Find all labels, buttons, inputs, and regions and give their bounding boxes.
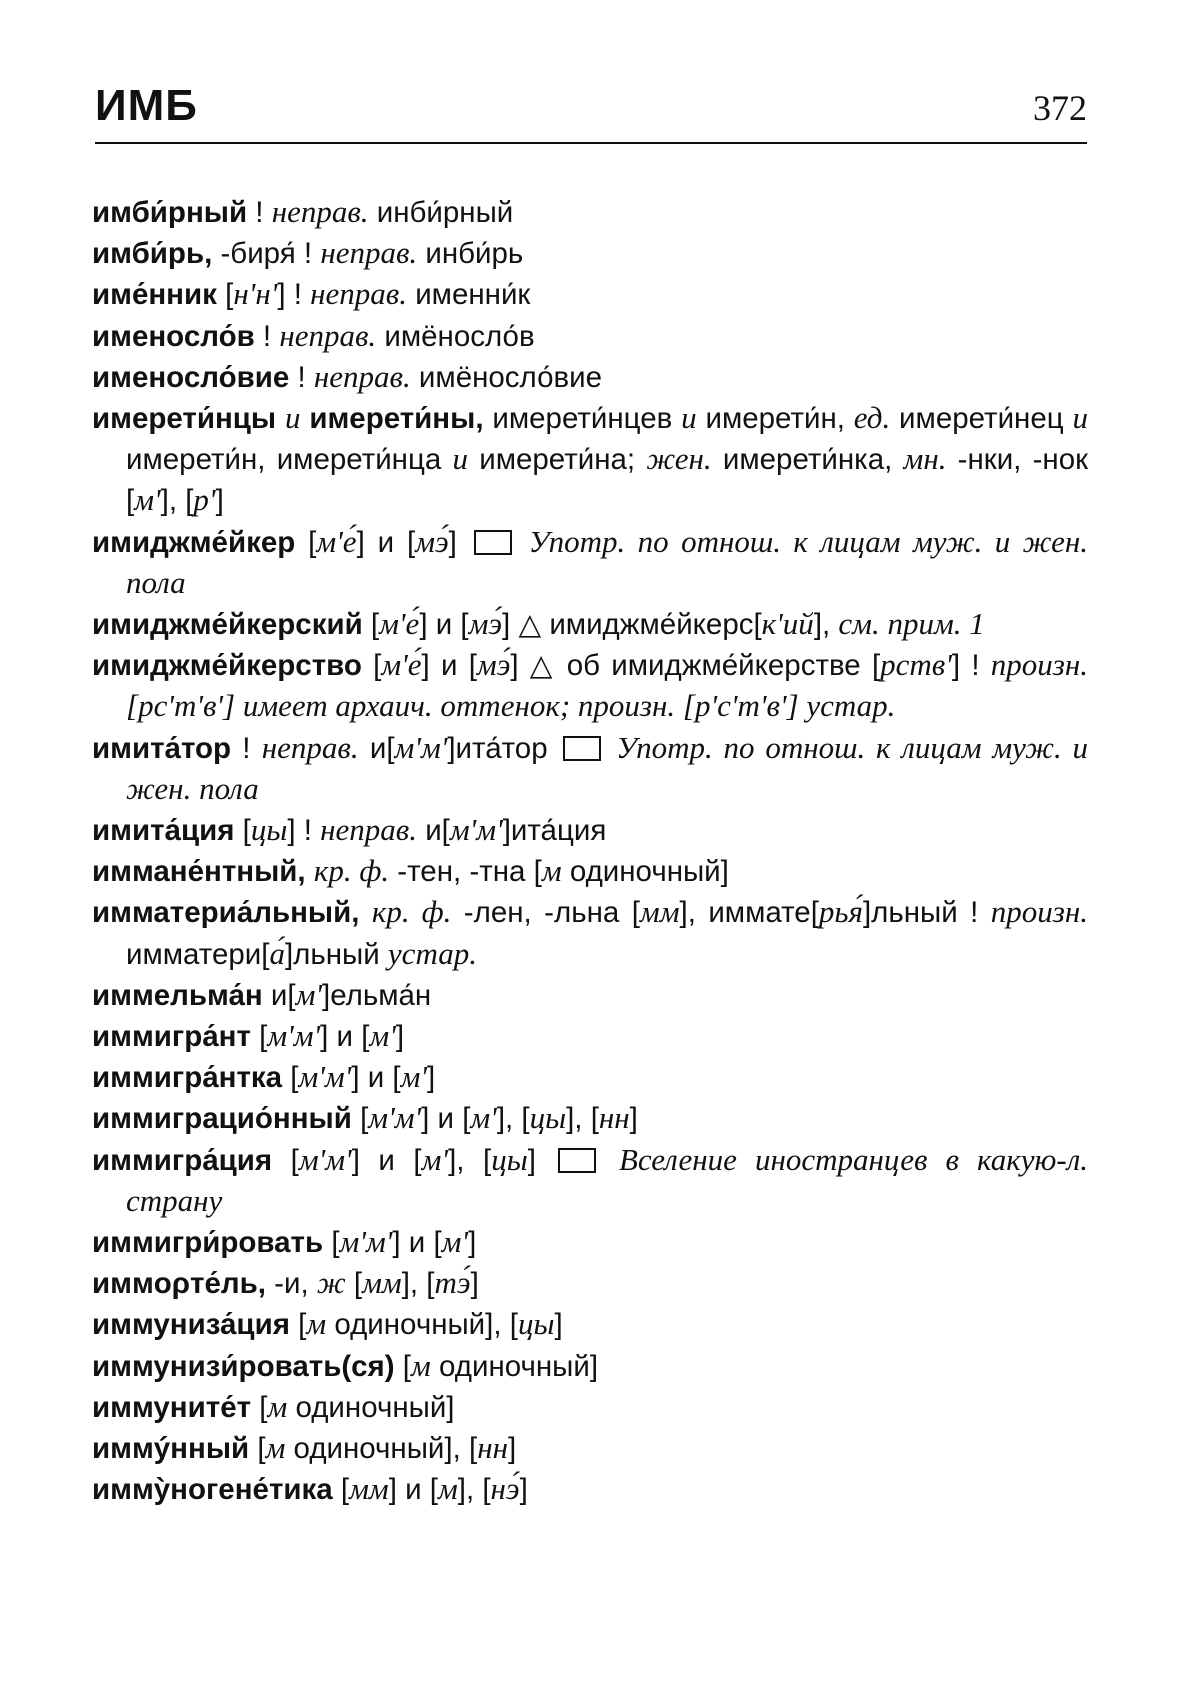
- entry-text: !: [289, 360, 314, 394]
- entry-text: [300, 402, 309, 435]
- italic-note: цы: [250, 812, 288, 848]
- entry-text: ]: [554, 1308, 563, 1342]
- italic-note: мн.: [903, 441, 947, 477]
- entry-text: ]: [427, 1061, 436, 1095]
- dictionary-entry: [92, 1304, 1088, 1345]
- dictionary-entry: [92, 398, 1088, 522]
- entry-text: инби́рный: [368, 196, 514, 229]
- headword: имби́рный: [92, 196, 248, 229]
- entry-text: и[: [417, 814, 450, 848]
- italic-note: мм: [362, 1265, 402, 1301]
- italic-note: Употр. по отнош. к лицам муж. и жен. пола: [126, 523, 1088, 600]
- entry-text: ], [: [401, 1267, 435, 1301]
- italic-note: мм: [639, 894, 680, 930]
- entry-text: ]: [519, 1473, 528, 1507]
- entry-text: ] и [: [421, 1102, 471, 1136]
- entry-text: [: [289, 1308, 307, 1342]
- dictionary-entry: [92, 810, 1088, 851]
- entry-text: ] и [: [356, 525, 416, 559]
- entry-text: -и,: [265, 1267, 317, 1301]
- headword: иммигра́нтка: [92, 1061, 283, 1095]
- entry-text: [: [345, 1267, 363, 1301]
- entry-text: имерети́нец: [890, 402, 1073, 436]
- italic-note: тэ́: [434, 1265, 471, 1301]
- entry-text: [: [362, 608, 380, 642]
- entry-text: ] и [: [421, 649, 477, 683]
- entry-text: ] и [: [388, 1473, 438, 1507]
- note-box-icon: [563, 736, 601, 761]
- entry-list: [92, 192, 1088, 1511]
- italic-note: и: [681, 400, 697, 436]
- dictionary-entry: [92, 522, 1088, 604]
- entry-text: ] △ об имиджме́йкерстве [: [510, 649, 881, 683]
- dictionary-entry: [92, 1098, 1088, 1139]
- entry-text: ]: [470, 1267, 479, 1301]
- entry-text: ] !: [287, 814, 321, 848]
- italic-note: м: [265, 1430, 286, 1466]
- dictionary-entry: [92, 192, 1088, 233]
- running-head: ИМБ: [95, 81, 198, 130]
- headword: имита́тор: [92, 731, 232, 765]
- headword: имиджме́йкерский: [92, 608, 363, 642]
- entry-text: имерети́на;: [468, 443, 647, 477]
- italic-note: а́: [269, 935, 285, 971]
- dictionary-entry: [92, 1222, 1088, 1263]
- dictionary-entry: [92, 1140, 1088, 1222]
- italic-note: Вселение иностранцев в какую-л. страну: [126, 1141, 1088, 1218]
- entry-text: -нки, -нок [: [126, 443, 1089, 518]
- entry-text: !: [231, 731, 262, 765]
- entry-text: [605, 732, 616, 765]
- entry-text: ] !: [951, 649, 991, 683]
- headword: имерети́ны,: [309, 402, 484, 436]
- entry-text: [: [361, 649, 382, 683]
- entry-text: [: [216, 278, 234, 312]
- entry-text: ], [: [566, 1102, 599, 1136]
- italic-note: м': [400, 1059, 427, 1095]
- italic-note: рья́: [818, 894, 863, 930]
- italic-note: неправ.: [320, 812, 417, 848]
- italic-note: м': [369, 1018, 396, 1054]
- italic-note: м: [267, 1388, 288, 1424]
- headword: иммορте́ль,: [92, 1267, 266, 1301]
- dictionary-entry: [92, 645, 1088, 727]
- page-number: 372: [1033, 88, 1087, 128]
- entry-text: [600, 1144, 619, 1177]
- dictionary-entry: [92, 1387, 1088, 1428]
- headword: именосло́в: [92, 319, 255, 353]
- headword: иммигра́ция: [92, 1143, 273, 1177]
- entry-text: ]: [468, 1226, 477, 1260]
- entry-text: ],: [813, 608, 839, 642]
- italic-note: м'м': [339, 1224, 393, 1260]
- italic-note: цы: [517, 1306, 555, 1342]
- italic-note: неправ.: [313, 358, 411, 394]
- headword: имиджме́йкер: [92, 525, 296, 559]
- italic-note: м: [306, 1306, 327, 1342]
- italic-note: м': [295, 976, 323, 1012]
- italic-note: м'м': [298, 1059, 352, 1095]
- italic-note: и: [452, 441, 468, 477]
- headword: имерети́нцы: [92, 402, 277, 436]
- entry-text: ] и [: [419, 608, 469, 642]
- entry-text: имерети́н, имерети́нца: [126, 443, 453, 477]
- headword: име́нник: [92, 278, 217, 312]
- italic-note: мэ́: [476, 647, 511, 683]
- headword: иммунизи́ровать(ся): [92, 1349, 395, 1383]
- italic-note: м': [421, 1141, 449, 1177]
- italic-note: и: [1072, 400, 1088, 436]
- entry-text: ]: [215, 484, 224, 518]
- entry-text: инби́рь: [417, 237, 524, 271]
- headword: иммиграцио́нный: [92, 1102, 352, 1136]
- italic-note: м'м': [298, 1141, 352, 1177]
- entry-text: ] и [: [351, 1143, 422, 1177]
- entry-text: [359, 896, 371, 929]
- entry-text: [276, 402, 285, 435]
- headword: иммельма́н: [92, 978, 263, 1012]
- italic-note: м': [441, 1224, 469, 1260]
- entry-text: ] !: [277, 278, 311, 312]
- italic-note: произн.: [990, 894, 1089, 930]
- headword: иммýнный: [92, 1432, 250, 1466]
- note-box-icon: [474, 530, 512, 555]
- entry-text: ]льный: [284, 937, 388, 971]
- italic-note: м: [411, 1347, 431, 1383]
- headword: иммане́нтный,: [92, 855, 306, 889]
- italic-note: цы: [529, 1100, 567, 1136]
- dictionary-entry: [92, 357, 1088, 398]
- entry-text: ]ельма́н: [322, 978, 432, 1012]
- entry-text: ]ита́тор: [447, 731, 559, 765]
- entry-text: одиночный]: [287, 1390, 455, 1424]
- entry-text: ]: [507, 1432, 517, 1466]
- italic-note: Употр. по отнош. к лицам муж. и жен. пола: [126, 729, 1088, 806]
- entry-text: одиночный]: [561, 855, 729, 889]
- italic-note: неправ.: [320, 235, 418, 271]
- italic-note: р': [193, 482, 216, 518]
- entry-text: ]: [448, 525, 470, 559]
- entry-text: и[: [262, 978, 296, 1012]
- entry-text: ], [: [457, 1473, 491, 1507]
- headword: иммигра́нт: [92, 1020, 251, 1054]
- entry-text: одиночный], [: [285, 1432, 478, 1466]
- dictionary-entry: [92, 1469, 1088, 1510]
- entry-text: имерети́н,: [696, 402, 854, 436]
- italic-note: произн. [рс'т'в'] имеет архаич. оттенок; произн. [р'с'т'в'] устар.: [126, 647, 1088, 724]
- italic-note: неправ.: [310, 276, 407, 312]
- italic-note: м'е́: [381, 647, 422, 683]
- italic-note: жен.: [646, 441, 712, 477]
- entry-text: ] △ имиджме́йкерс[: [502, 608, 762, 642]
- entry-text: ], [: [448, 1143, 492, 1177]
- italic-note: м'м': [394, 729, 448, 765]
- entry-text: [: [394, 1349, 411, 1383]
- italic-note: м'м': [449, 812, 503, 848]
- italic-note: рств': [880, 647, 952, 683]
- italic-note: м'м': [267, 1018, 321, 1054]
- entry-text: [: [251, 1390, 268, 1424]
- dictionary-entry: [92, 1016, 1088, 1057]
- entry-text: ] и [: [320, 1020, 370, 1054]
- dictionary-entry: [92, 604, 1088, 645]
- italic-note: нэ́: [490, 1471, 520, 1507]
- italic-note: мэ́: [415, 523, 449, 559]
- entry-text: имерети́нцев: [483, 402, 682, 436]
- entry-text: имерети́нка,: [711, 443, 904, 477]
- dictionary-entry: [92, 1263, 1088, 1304]
- entry-text: [: [234, 814, 251, 848]
- note-box-icon: [558, 1148, 596, 1173]
- italic-note: мэ́: [468, 606, 503, 642]
- entry-text: ] и [: [392, 1226, 442, 1260]
- entry-text: одиночный], [: [326, 1308, 518, 1342]
- entry-text: -тен, -тна [: [389, 855, 542, 889]
- italic-note: м'е́: [316, 523, 357, 559]
- italic-note: нн: [477, 1430, 508, 1466]
- dictionary-entry: [92, 728, 1088, 810]
- entry-text: ]: [395, 1020, 405, 1054]
- headword: иммуниза́ция: [92, 1308, 290, 1342]
- dictionary-entry: [92, 851, 1088, 892]
- entry-text: имматери[: [126, 937, 270, 971]
- entry-text: [: [295, 525, 317, 559]
- entry-text: ]: [527, 1143, 555, 1177]
- dictionary-entry: [92, 892, 1088, 974]
- entry-text: ], иммате[: [679, 896, 819, 930]
- entry-text: [: [250, 1020, 268, 1054]
- entry-text: именни́к: [407, 278, 531, 312]
- entry-text: ] и [: [351, 1061, 401, 1095]
- entry-text: -лен, -льна [: [451, 896, 640, 930]
- italic-note: кр. ф.: [313, 853, 390, 889]
- entry-text: !: [247, 196, 272, 229]
- entry-text: [: [249, 1432, 266, 1466]
- italic-note: ж: [316, 1265, 346, 1301]
- headword: имби́рь,: [92, 237, 213, 271]
- italic-note: неправ.: [271, 194, 369, 229]
- italic-note: и: [284, 400, 301, 436]
- italic-note: м'е́: [379, 606, 420, 642]
- headword: иммуните́т: [92, 1390, 252, 1424]
- italic-note: м': [134, 482, 161, 518]
- headword: иммигри́ровать: [92, 1226, 324, 1260]
- entry-text: ]ита́ция: [502, 814, 607, 848]
- entry-text: [: [323, 1226, 340, 1260]
- entry-text: ]: [629, 1102, 638, 1136]
- italic-note: неправ.: [261, 729, 359, 765]
- entry-text: ], [: [496, 1102, 530, 1136]
- dictionary-entry: [92, 1057, 1088, 1098]
- italic-note: мм: [349, 1471, 389, 1507]
- italic-note: цы: [491, 1141, 528, 1177]
- italic-note: м': [470, 1100, 497, 1136]
- entry-text: [306, 855, 314, 888]
- headword: имиджме́йкерство: [92, 649, 362, 683]
- entry-text: имёносло́в: [376, 319, 535, 353]
- italic-note: н'н': [233, 276, 278, 312]
- entry-text: [: [332, 1473, 350, 1507]
- entry-text: [516, 526, 529, 559]
- italic-note: устар.: [387, 935, 477, 971]
- entry-text: [: [272, 1143, 299, 1177]
- headword: имита́ция: [92, 814, 235, 848]
- italic-note: к'ий: [761, 606, 814, 642]
- entry-text: [: [351, 1102, 369, 1136]
- entry-text: и[: [358, 731, 395, 765]
- entry-text: -биря́ !: [212, 237, 321, 271]
- italic-note: м: [437, 1471, 458, 1507]
- entry-text: ], [: [160, 484, 194, 518]
- dictionary-entry: [92, 1346, 1088, 1387]
- entry-text: !: [254, 319, 280, 353]
- italic-note: кр. ф.: [371, 894, 452, 930]
- italic-note: неправ.: [279, 317, 377, 353]
- headword: имматериа́льный,: [92, 896, 360, 930]
- dictionary-entry: [92, 316, 1088, 357]
- italic-note: нн: [598, 1100, 630, 1136]
- dictionary-entry: [92, 975, 1088, 1016]
- dictionary-entry: [92, 233, 1088, 274]
- entry-text: [: [282, 1061, 299, 1095]
- italic-note: м: [541, 853, 562, 889]
- headword: именосло́вие: [92, 360, 290, 394]
- entry-text: ]льный !: [862, 896, 991, 930]
- dictionary-entry: [92, 274, 1088, 315]
- italic-note: ед.: [853, 400, 891, 436]
- headword: иммỳногене́тика: [92, 1473, 333, 1507]
- italic-note: м'м': [368, 1100, 422, 1136]
- italic-note: см. прим. 1: [838, 606, 985, 642]
- entry-text: одиночный]: [430, 1349, 599, 1383]
- page-header: [95, 76, 1087, 144]
- dictionary-entry: [92, 1428, 1088, 1469]
- entry-text: имёносло́вие: [410, 360, 603, 394]
